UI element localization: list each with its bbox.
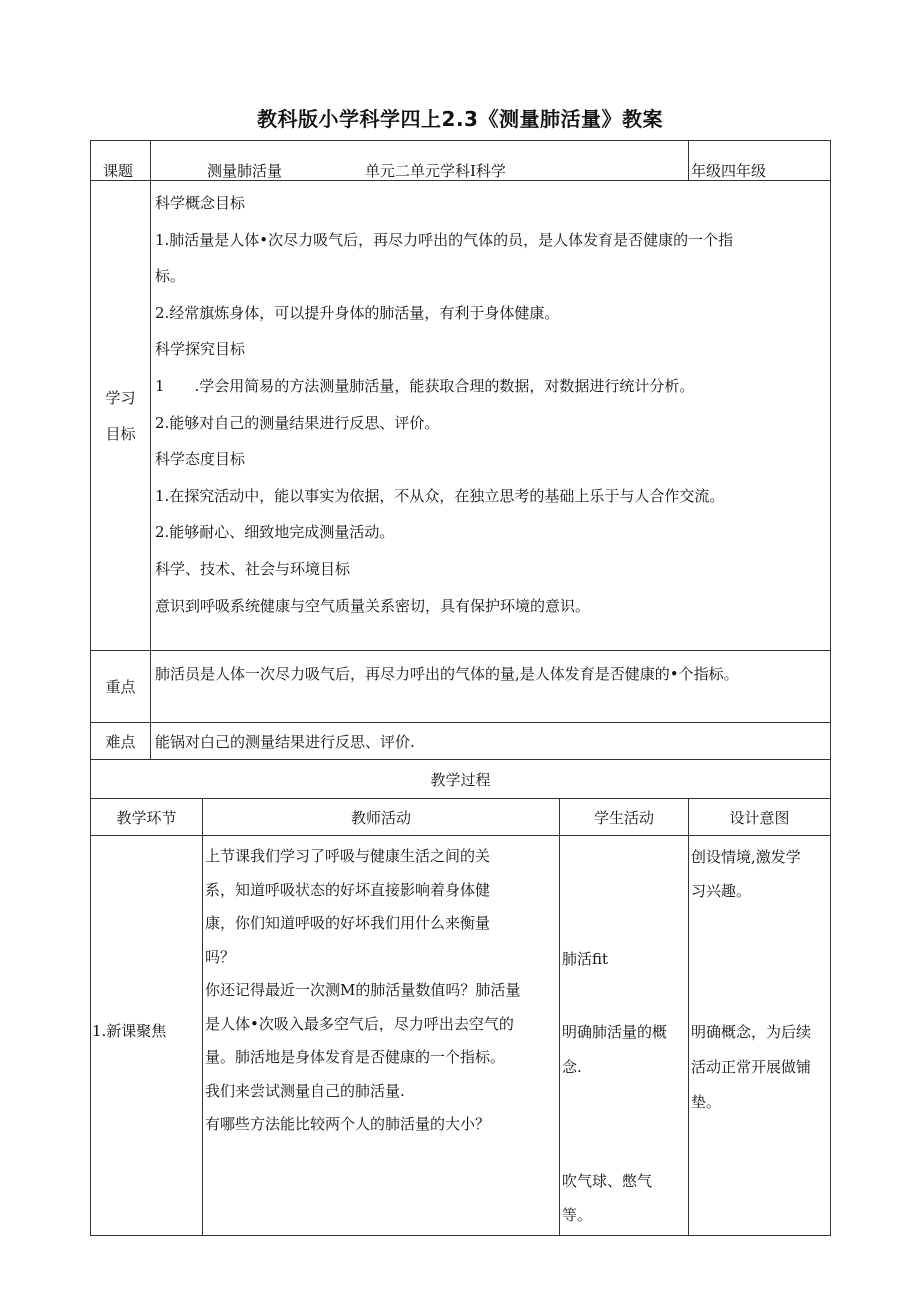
grade-cell [689,141,831,181]
teaching-process-table [90,759,831,1236]
goal-item: 意识到呼吸系统健康与空气质量关系密切，具有保护环境的意识。 [155,596,591,615]
difficulty-text: 能锅对白己的测量结果进行反思、评价. [155,733,415,751]
goal-item: 1 .学会用简易的方法测量肺活量，能获取合理的数据，对数据进行统计分析。 [155,376,695,395]
lesson-info-table [90,140,831,760]
student-activity-b [562,1015,667,1085]
key-point-row [91,651,831,723]
student-activity-b-line: 明确肺活量的概 [562,1023,668,1041]
process-title-cell [91,760,831,799]
difficulty-row [91,723,831,760]
goals-row [91,181,831,651]
student-activity-c-line: 等。 [562,1206,593,1224]
process-header-row [91,799,831,836]
teacher-activity-cell [203,836,560,1236]
key-point-label: 重点 [105,678,136,696]
goal-item: 1.在探究活动中，能以事实为依据，不从众，在独立思考的基础上乐于与人合作交流。 [155,486,725,505]
teacher-line: 我们来尝试测量自己的肺活量. [205,1081,405,1100]
goals-label-line2: 目标 [105,424,136,443]
topic-value-cell [151,141,689,181]
key-point-text: 肺活员是人体一次尽力吸气后，再尽力呼出的气体的量,是人体发育是否健康的•个指标。 [155,665,739,683]
header-stage: 教学环节 [91,799,203,836]
goal-item: 标。 [155,267,186,286]
header-student-activity: 学生活动 [560,799,689,836]
goal-heading: 科学探究目标 [155,340,246,359]
design-intent-a-line: 创设情境,激发学 [691,848,801,866]
goal-item: 2.能够对自己的测量结果进行反思、评价。 [155,413,440,432]
stage-name: 1.新课聚焦 [92,1022,167,1040]
goals-label-line1: 学习 [105,388,136,407]
design-intent-b-line: 垫。 [691,1093,722,1111]
design-intent-b-line: 活动正常开展做铺 [691,1058,812,1076]
goal-item: 2.经常旗炼身体，可以提升身体的肺活量，有利于身体健康。 [155,303,560,322]
process-title: 教学过程 [430,770,491,789]
design-intent-b [691,1015,811,1120]
student-activity-a: 肺活fit [562,950,609,968]
header-design-intent: 设计意图 [689,799,831,836]
unit-subject-value: 单元二单元学科I科学 [365,162,506,180]
student-activity-b-line: 念. [562,1058,582,1076]
student-activity-c-line: 吹气球、憋气 [562,1172,653,1190]
teacher-line: 你还记得最近一次测M的肺活量数值吗？肺活量 [205,981,521,999]
teacher-line: 系，知道呼吸状态的好坏直接影响着身体健 [205,880,491,899]
stage-cell [91,836,203,1236]
goal-heading: 科学、技术、社会与环境目标 [155,559,351,578]
goals-content [151,181,831,651]
goal-heading: 科学态度目标 [155,450,246,469]
teacher-line: 量。肺活地是身体发育是否健康的一个指标。 [205,1048,506,1066]
teacher-line: 上节课我们学习了呼吸与健康生活之间的关 [205,847,491,865]
header-teacher-activity: 教师活动 [203,799,560,836]
goal-item: 2.能够耐心、细致地完成测量活动。 [155,523,395,542]
topic-row [91,141,831,181]
stage-row [91,836,831,1236]
key-point-cell [151,651,831,723]
teacher-line: 吗？ [205,947,236,966]
design-intent-a [691,840,801,908]
topic-value: 测量肺活量 [207,162,283,180]
difficulty-label: 难点 [105,732,136,751]
goals-label-cell [91,181,151,651]
teacher-line: 康，你们知道呼吸的好坏我们用什么来衡量 [205,914,491,932]
key-point-label-cell [91,651,151,723]
document-title: 教科版小学科学四上2.3《测量肺活量》教案 [257,107,663,131]
teacher-line: 有哪些方法能比较两个人的肺活量的大小？ [205,1115,491,1133]
design-intent-cell [689,836,831,1236]
difficulty-label-cell [91,723,151,760]
topic-label-cell [91,141,151,181]
design-intent-a-line: 习兴趣。 [691,882,752,900]
student-activity-cell [560,836,689,1236]
process-title-row [91,760,831,799]
student-activity-c [562,1164,652,1232]
goal-heading: 科学概念目标 [155,194,246,212]
teacher-line: 是人体•次吸入最多空气后，尽力呼出去空气的 [205,1014,514,1033]
topic-label: 课题 [103,162,134,180]
design-intent-b-line: 明确概念，为后续 [691,1023,812,1041]
difficulty-cell [151,723,831,760]
grade-value: 年级四年级 [691,162,767,180]
goal-item: 1.肺活量是人体•次尽力吸气后，再尽力呼出的气体的员，是人体发育是否健康的一个指 [155,230,734,249]
